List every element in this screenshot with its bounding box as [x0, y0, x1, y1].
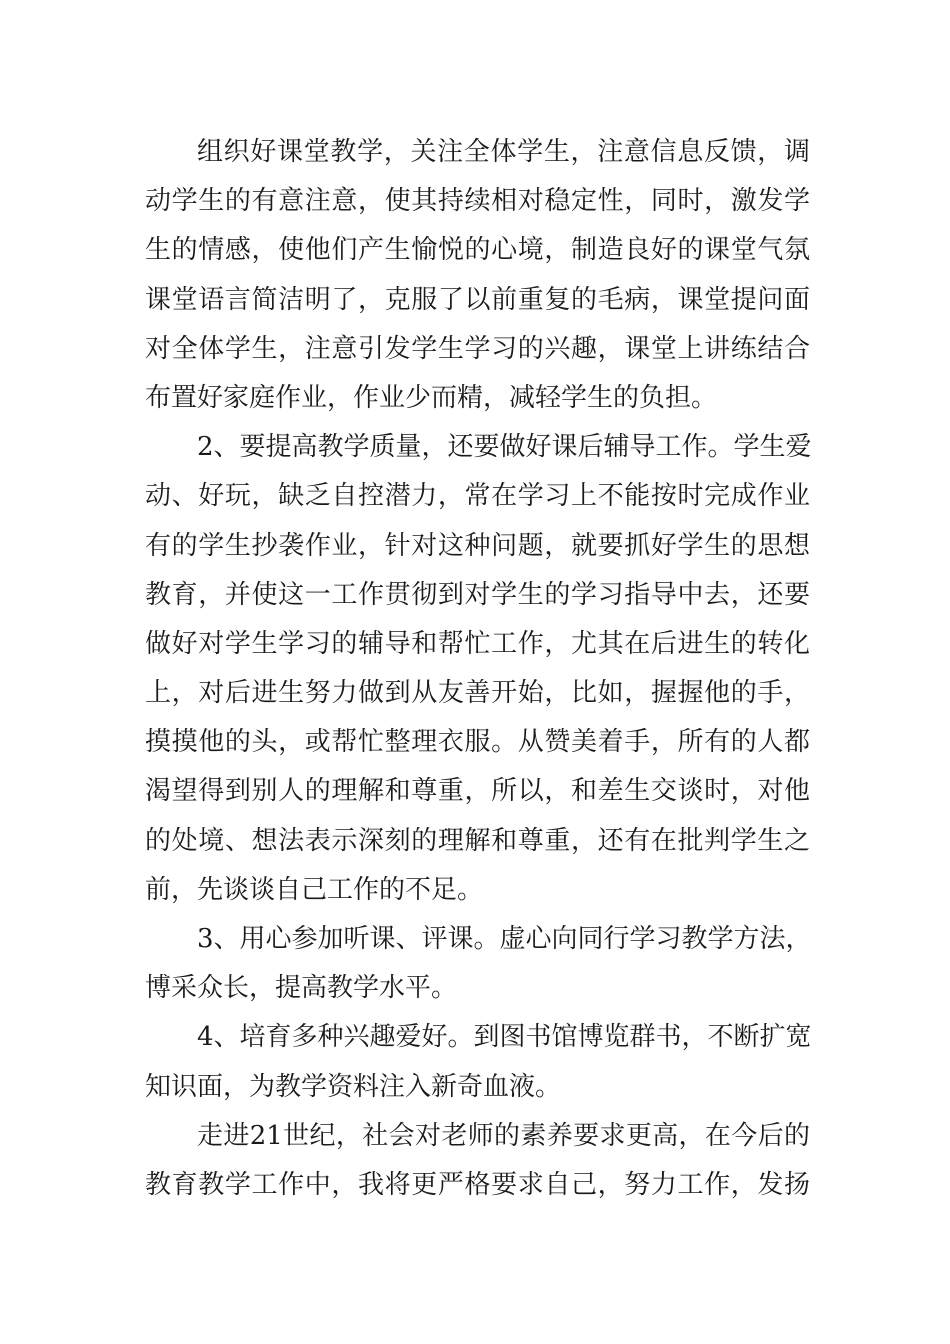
text-line: 上，对后进生努力做到从友善开始，比如，握握他的手，	[145, 678, 810, 709]
text-line: 走进21世纪，社会对老师的素养要求更高，在今后的	[197, 1120, 810, 1151]
text-line: 3、用心参加听课、评课。虚心向同行学习教学方法，	[197, 924, 812, 954]
text-line: 有的学生抄袭作业，针对这种问题，就要抓好学生的思想	[145, 530, 810, 561]
text-line: 摸摸他的头，或帮忙整理衣服。从赞美着手，所有的人都	[145, 727, 810, 758]
text-line: 博采众长，提高教学水平。	[145, 973, 458, 1004]
text-line: 的处境、想法表示深刻的理解和尊重，还有在批判学生之	[145, 825, 810, 856]
text-line: 2、要提高教学质量，还要做好课后辅导工作。学生爱	[197, 432, 812, 463]
text-line: 动、好玩，缺乏自控潜力，常在学习上不能按时完成作业	[145, 481, 810, 512]
text-line: 知识面，为教学资料注入新奇血液。	[145, 1071, 562, 1102]
document-body	[145, 128, 810, 1210]
text-line: 渴望得到别人的理解和尊重，所以，和差生交谈时，对他	[145, 776, 810, 807]
text-line: 组织好课堂教学，关注全体学生，注意信息反馈，调	[197, 137, 810, 167]
text-line: 前，先谈谈自己工作的不足。	[145, 874, 484, 905]
text-line: 教育教学工作中，我将更严格要求自己，努力工作，发扬	[145, 1169, 810, 1200]
text-line: 对全体学生，注意引发学生学习的兴趣，课堂上讲练结合	[145, 333, 810, 364]
text-line: 做好对学生学习的辅导和帮忙工作，尤其在后进生的转化	[145, 628, 810, 659]
text-line: 布置好家庭作业，作业少而精，减轻学生的负担。	[145, 382, 718, 413]
text-line: 动学生的有意注意，使其持续相对稳定性，同时，激发学	[145, 186, 810, 217]
text-line: 4、培育多种兴趣爱好。到图书馆博览群书，不断扩宽	[197, 1022, 812, 1053]
text-line: 生的情感，使他们产生愉悦的心境，制造良好的课堂气氛	[145, 235, 810, 266]
text-line: 教育，并使这一工作贯彻到对学生的学习指导中去，还要	[145, 579, 810, 610]
text-line: 课堂语言简洁明了，克服了以前重复的毛病，课堂提问面	[145, 284, 810, 315]
